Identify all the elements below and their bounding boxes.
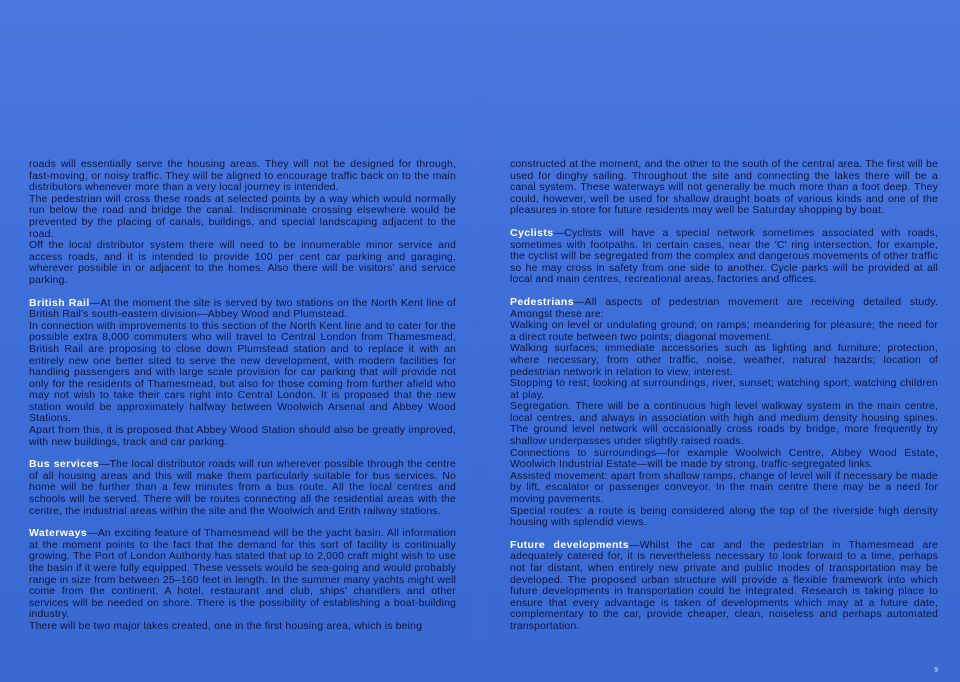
segregation-paragraph: Segregation. There will be a continuous high level walkway system in the main centre, local centres, and always in association with high and medium density housing spines. The ground level network will occasionally cross roads by bridge, more frequently by shallow underpasses under slightly raised roads. (510, 400, 938, 448)
pedestrian-crossing-paragraph: The pedestrian will cross these roads at selected points by a way which would normally run below the road and bridge the canal. Indiscriminate crossing elsewhere would be prevented by the placing of canals, buildings, and special landscaping adjacent to the road. (29, 192, 456, 240)
bus-services-text: —The local distributor roads will run wherever possible through the centre of all housing areas and this will make them particularly suitable for bus services. No home will be further than a few minutes from a bus route. All the local centres and schools will be served. There will be routes connecting all the residential areas with the centre, the industrial areas within the site and the Woolwich and Erith railway stations. (29, 458, 456, 517)
assisted-movement-paragraph: Assisted movement: apart from shallow ramps, change of level will if necessary be made by lift, escalator or passenger conveyor. In the main centre there may be a need for moving pavements. (510, 469, 938, 506)
pedestrians-heading: Pedestrians (510, 295, 574, 308)
page-fold (478, 0, 482, 682)
pedestrians-paragraph (510, 297, 938, 320)
future-developments-paragraph (510, 540, 938, 633)
british-rail-paragraph (29, 298, 456, 321)
pedestrians-text: —All aspects of pedestrian movement are receiving detailed study. Amongst these are: (510, 295, 938, 320)
roads-paragraph: roads will essentially serve the housing areas. They will not be designed for through, fast-moving, or noisy traffic. They will be aligned to encourage traffic back on to the main distributors whenever more than a very local journey is intended. (29, 158, 456, 194)
future-developments-text: —Whilst the car and the pedestrian in Thamesmead are adequately catered for, it is nevertheless necessary to look forward to a time, perhaps not far distant, when entirely new private and public modes of transportation may be developed. The proposed urban structure will provide a flexible framework into which future developments in transportation could be integrated. Research is taking place to ensure that every advantage is taken of developments which may at a future date, complementary to the car, provide cheaper, clean, noiseless and perhaps automated transportation. (510, 538, 938, 632)
waterways-paragraph-2: There will be two major lakes created, one in the first housing area, which is being (29, 619, 423, 632)
special-routes-paragraph: Special routes: a route is being considered along the top of the riverside high density housing with splendid views. (510, 504, 938, 529)
british-rail-heading: British Rail (29, 296, 90, 309)
british-rail-paragraph-2: In connection with improvements to this section of the North Kent line and to cater for the possible extra 8,000 commuters who will travel to Central London from Thamesmead, British Rail are proposing to close down Plumstead station and to replace it with an entirely new one better sited to serve the new development, with modern facilities for handling passengers and with large scale provision for car parking that will provide not only for the residents of Thamesmead, but also for those coming from further afield who may not wish to take their cars right into Central London. It is proposed that the new station would be approximately halfway between Woolwich Arsenal and Abbey Wood Stations. (29, 319, 456, 425)
page-number: 9 (934, 667, 938, 674)
lakes-paragraph: constructed at the moment, and the other to the south of the central area. The first will be used for dinghy sailing. Throughout the site and connecting the lakes there will be a canal system. These waterways will not generally be much more than a foot deep. They could, however, well be used for shallow draught boats of various kinds and one of the pleasures in store for future residents may well be Saturday shopping by boat. (510, 158, 938, 217)
cyclists-paragraph (510, 228, 938, 286)
connections-paragraph: Connections to surroundings—for example Woolwich Centre, Abbey Wood Estate, Woolwich Industrial Estate—will be made by strong, traffic-segregated links. (510, 446, 938, 471)
future-developments-heading: Future developments (510, 538, 629, 551)
cyclists-text: —Cyclists will have a special network sometimes associated with roads, sometimes with footpaths. In certain cases, near the 'C' ring intersection, for example, the cyclist will be segregated from the complex and dangerous movements of other traffic so he may cross in safety from one side to another. Cycle parks will be provided at all local and main centres, recreational areas, factories and offices. (510, 226, 938, 286)
british-rail-text: —At the moment the site is served by two stations on the North Kent line of British Rail's south-eastern division—Abbey Wood and Plumstead. (29, 296, 456, 321)
right-column (510, 159, 938, 633)
walking-surfaces-paragraph: Walking surfaces; immediate accessories such as lighting and furniture; protection, where necessary, from other traffic, noise, weather, natural hazards; location of pedestrian network in relation to view, interest. (510, 342, 938, 378)
british-rail-paragraph-3: Apart from this, it is proposed that Abbey Wood Station should also be greatly improved, with new buildings, track and car parking. (29, 424, 456, 448)
minor-roads-paragraph: Off the local distributor system there will need to be innumerable minor service and access roads, and it is intended to provide 100 per cent car parking and garaging, wherever possible in or adjacent to the homes. Also there will be visitors' and service parking. (29, 239, 456, 286)
stopping-paragraph: Stopping to rest; looking at surroundings, river, sunset; watching sport; watching children at play. (510, 377, 938, 401)
left-column (29, 159, 456, 633)
waterways-text: —An exciting feature of Thamesmead will be the yacht basin. All information at the moment points to the fact that the demand for this sort of facility is continually growing. The Port of London Authority has stated that up to 2,000 craft might wish to use the basin if it were fully equipped. These vessels would be sea-going and would probably range in size from between 25–160 feet in length. In the summer many yachts might well come from the continent. A hotel, restaurant and club, ships' chandlers and other services will be needed on shore. There is the possibility of establishing a boat-building industry. (29, 527, 456, 621)
bus-services-paragraph (29, 459, 456, 517)
waterways-paragraph (29, 528, 456, 621)
waterways-heading: Waterways (29, 527, 88, 540)
walking-paragraph: Walking on level or undulating ground; on ramps; meandering for pleasure; the need for a direct route between two points; diagonal movement. (510, 319, 938, 343)
cyclists-heading: Cyclists (510, 226, 554, 239)
bus-services-heading: Bus services (29, 458, 99, 471)
